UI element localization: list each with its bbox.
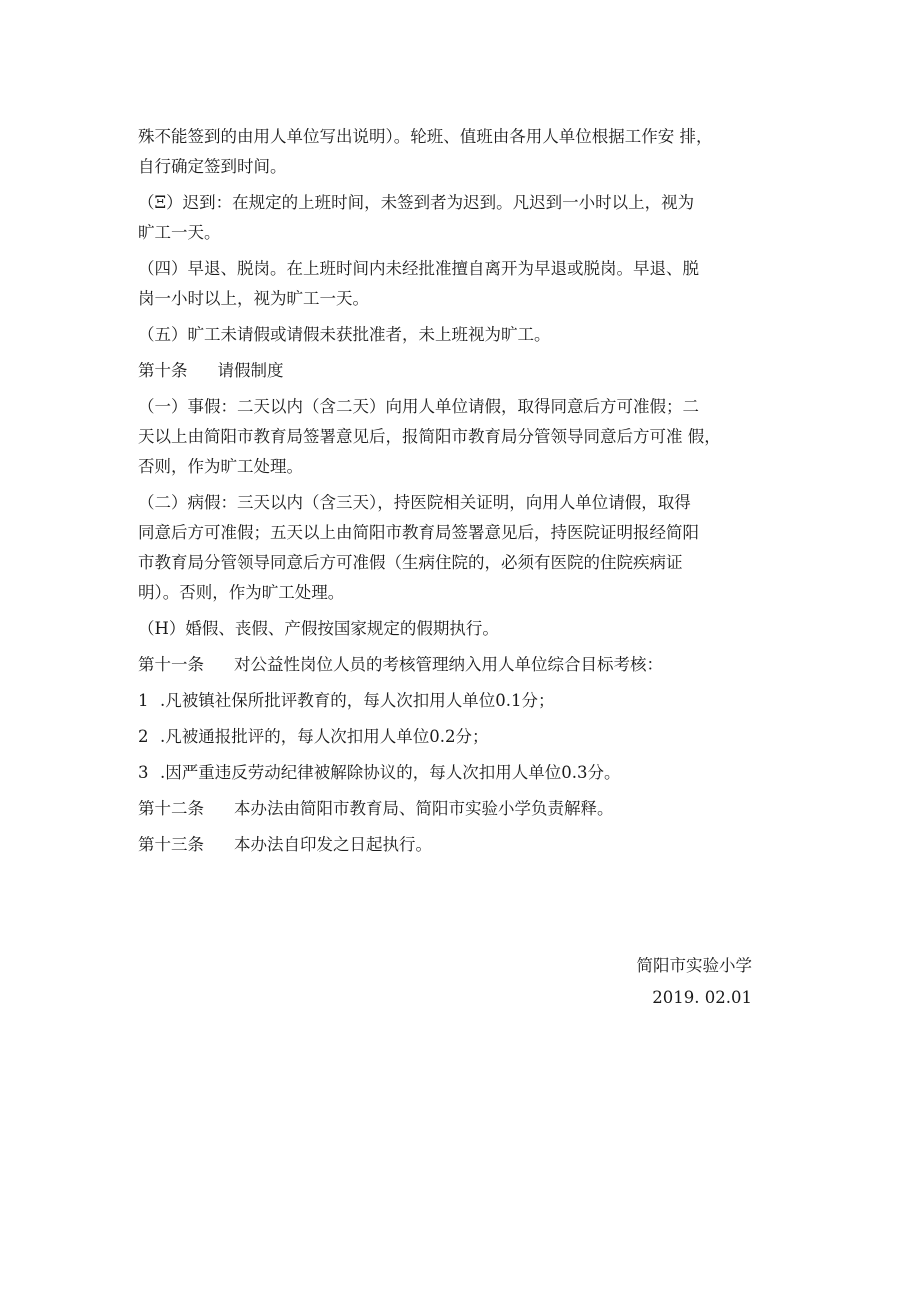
list-item bbox=[138, 758, 778, 788]
article-label: 第十二条 bbox=[138, 799, 204, 818]
paragraph-line: （五）旷工未请假或请假未获批准者，未上班视为旷工。 bbox=[138, 325, 551, 344]
paragraph-line: 天以上由简阳市教育局签署意见后，报简阳市教育局分管领导同意后方可准 假， bbox=[138, 427, 721, 446]
paragraph-line: 同意后方可准假；五天以上由简阳市教育局签署意见后，持医院证明报经简阳 bbox=[138, 523, 699, 542]
paragraph-line: 明）。否则，作为旷工处理。 bbox=[138, 583, 345, 602]
article-label: 第十条 bbox=[138, 361, 188, 380]
paragraph-line: 旷工一天。 bbox=[138, 223, 221, 242]
signature-date: 2019. 02.01 bbox=[652, 988, 752, 1007]
paragraph-line: 否则，作为旷工处理。 bbox=[138, 457, 303, 476]
list-item-number: 2 bbox=[138, 727, 149, 746]
paragraph-line: （Ξ）迟到：在规定的上班时间，未签到者为迟到。凡迟到一小时以上，视为 bbox=[138, 193, 695, 212]
paragraph-line: （二）病假：三天以内（含三天），持医院相关证明，向用人单位请假，取得 bbox=[138, 493, 691, 512]
article-text: 对公益性岗位人员的考核管理纳入用人单位综合目标考核： bbox=[234, 655, 663, 674]
list-item-text: .凡被通报批评的，每人次扣用人单位0.2分； bbox=[160, 727, 489, 746]
list-item-text: .凡被镇社保所批评教育的，每人次扣用人单位0.1分； bbox=[160, 691, 555, 710]
article-title: 请假制度 bbox=[217, 361, 284, 380]
list-item-number: 3 bbox=[138, 763, 149, 782]
article-text: 本办法由简阳市教育局、简阳市实验小学负责解释。 bbox=[234, 799, 614, 818]
list-item-number: 1 bbox=[138, 691, 149, 710]
signature-organization: 简阳市实验小学 bbox=[636, 956, 752, 975]
article-13-heading bbox=[138, 830, 778, 860]
paragraph-line: 自行确定签到时间。 bbox=[138, 157, 287, 176]
article-text: 本办法自印发之日起执行。 bbox=[234, 835, 432, 854]
paragraph-line: （一）事假：二天以内（含二天）向用人单位请假，取得同意后方可准假；二 bbox=[138, 397, 699, 416]
article-10-heading bbox=[138, 356, 778, 386]
paragraph-line: （H）婚假、丧假、产假按国家规定的假期执行。 bbox=[138, 619, 499, 638]
paragraph-line: 市教育局分管领导同意后方可准假（生病住院的，必须有医院的住院疾病证 bbox=[138, 553, 683, 572]
article-12-heading bbox=[138, 794, 778, 824]
list-item-text: .因严重违反劳动纪律被解除协议的，每人次扣用人单位0.3分。 bbox=[160, 763, 621, 782]
document-body bbox=[138, 122, 778, 860]
paragraph-line: （四）早退、脱岗。在上班时间内未经批准擅自离开为早退或脱岗。早退、脱 bbox=[138, 259, 699, 278]
article-11-heading bbox=[138, 650, 778, 680]
article-label: 第十三条 bbox=[138, 835, 204, 854]
article-label: 第十一条 bbox=[138, 655, 204, 674]
list-item bbox=[138, 722, 778, 752]
list-item bbox=[138, 686, 778, 716]
signature-block bbox=[637, 950, 753, 1014]
paragraph-line: 殊不能签到的由用人单位写出说明）。轮班、值班由各用人单位根据工作安 排， bbox=[138, 127, 713, 146]
paragraph-line: 岗一小时以上，视为旷工一天。 bbox=[138, 289, 369, 308]
